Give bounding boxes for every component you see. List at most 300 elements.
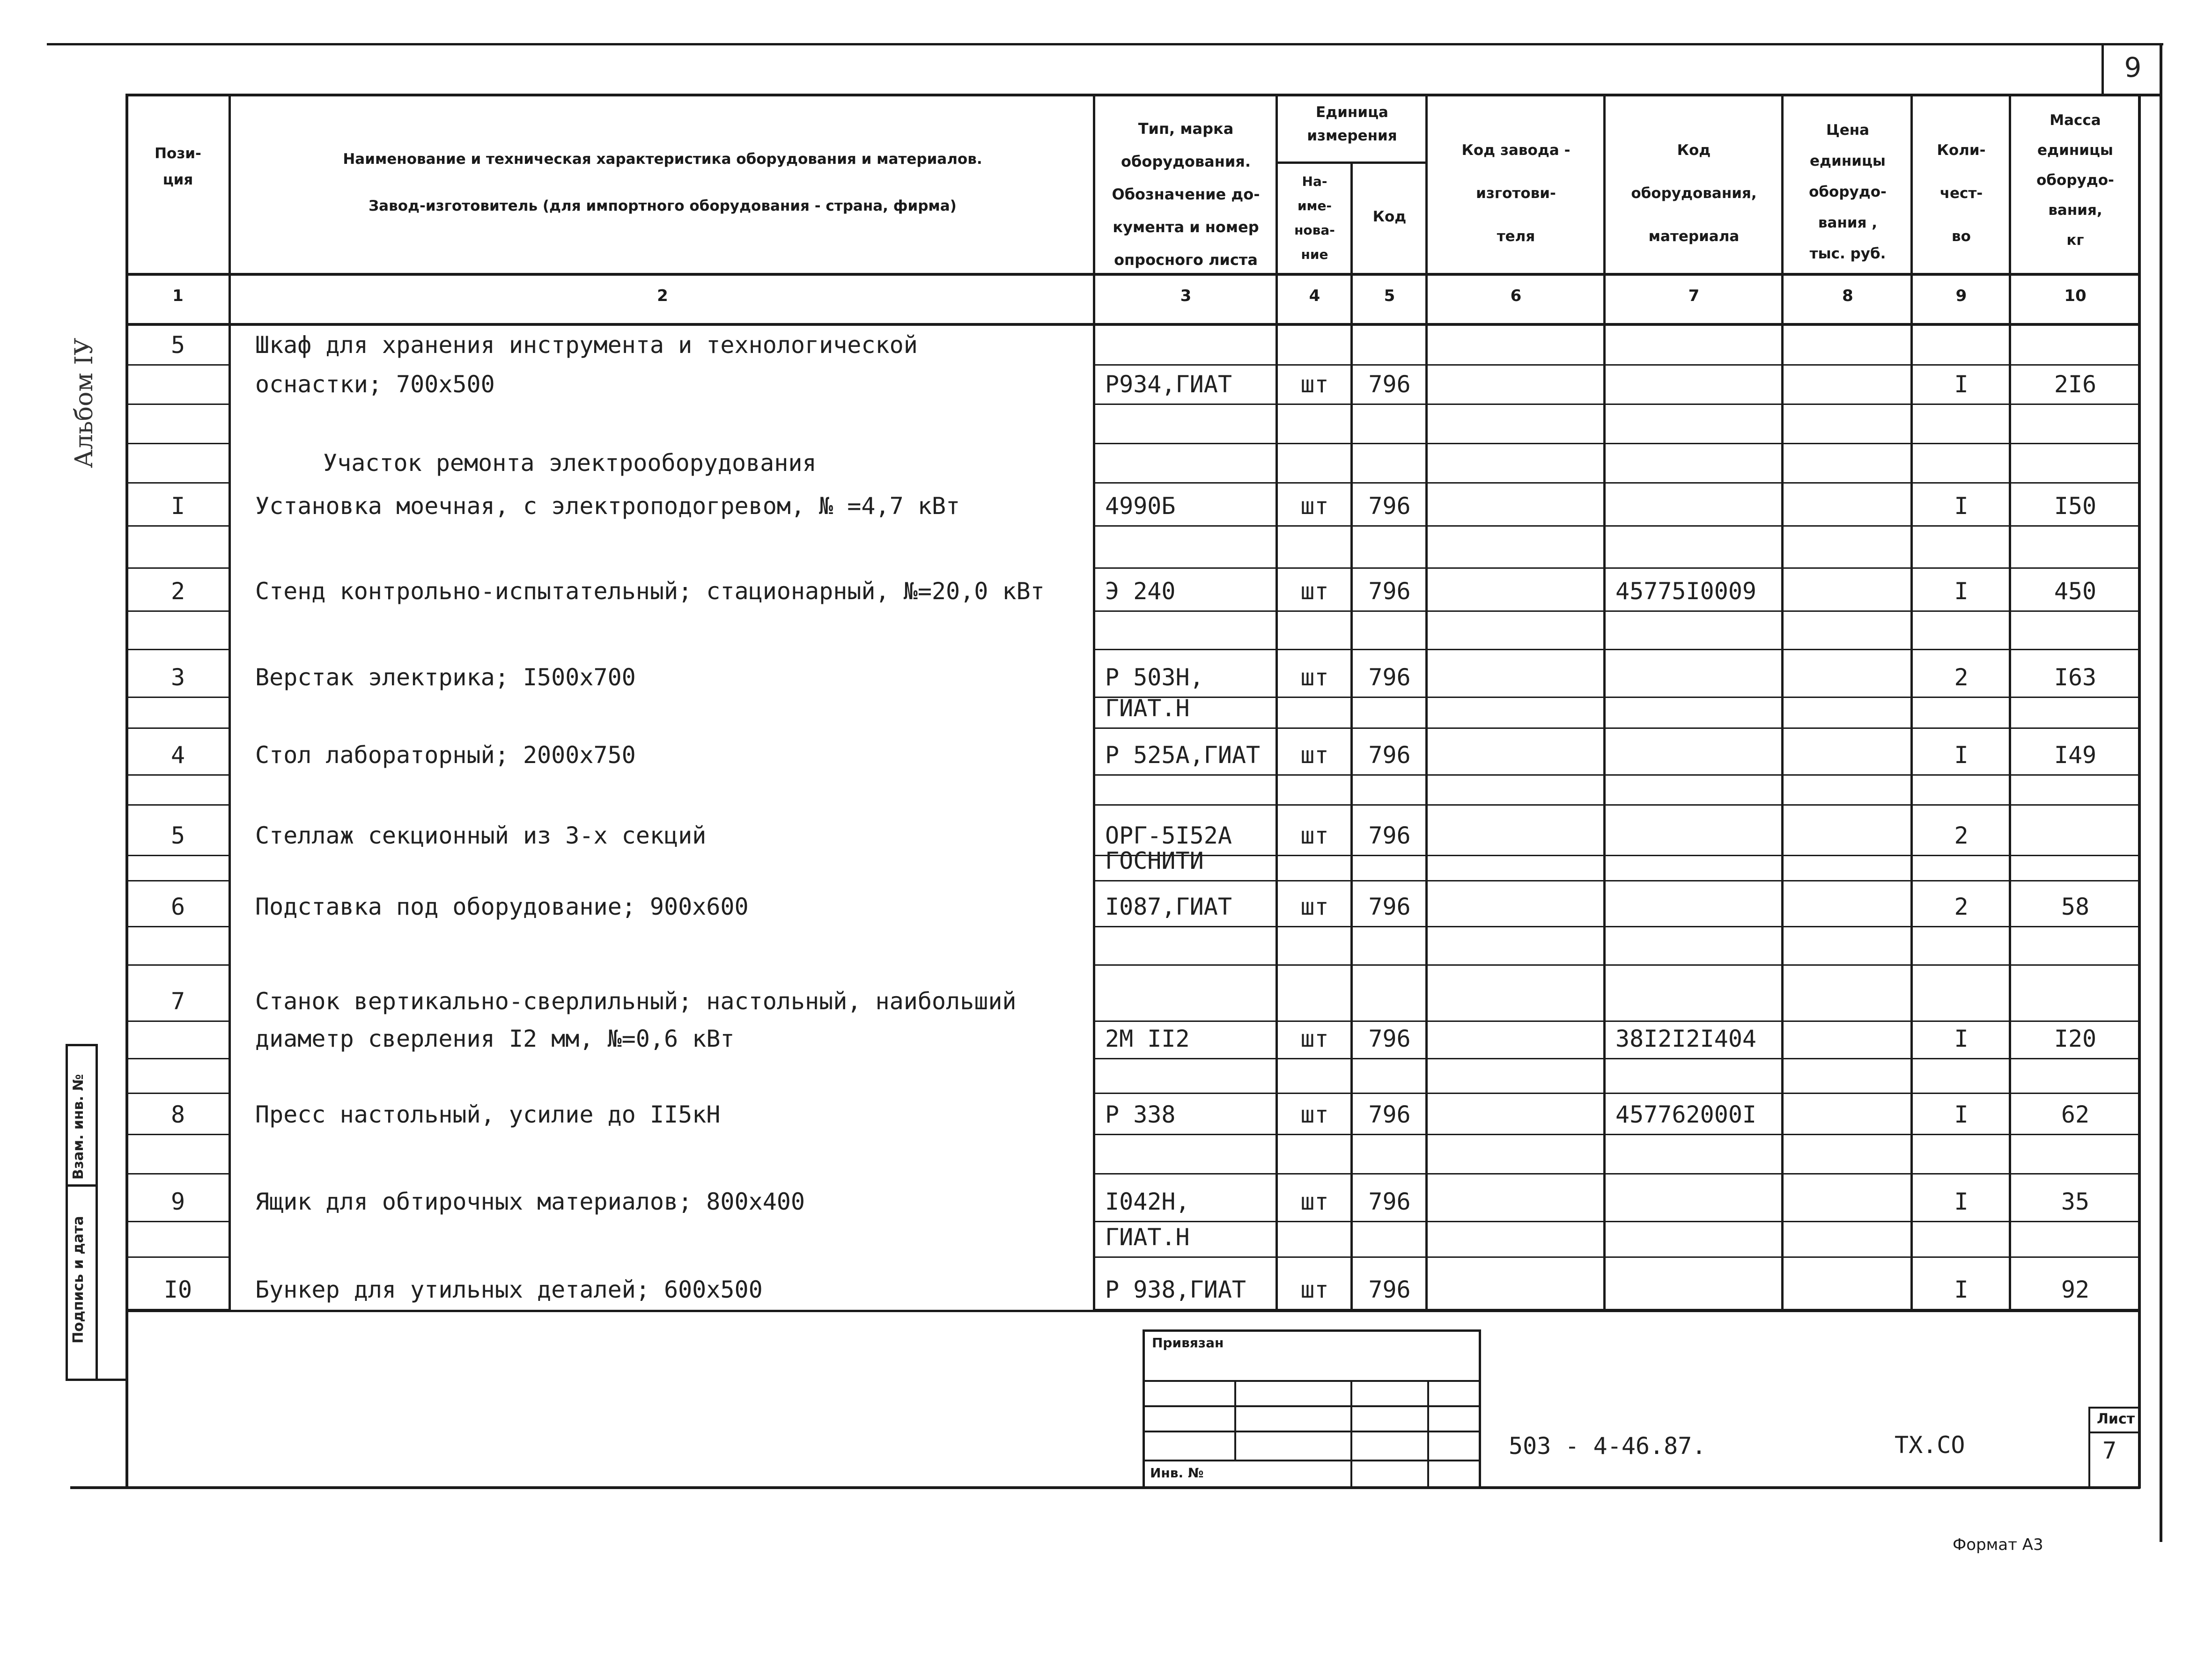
row-line (1425, 364, 1606, 366)
cell-qty: I (1954, 741, 1969, 769)
cell-code: 796 (1368, 822, 1411, 849)
row-line (1093, 1309, 1278, 1310)
row-line (126, 804, 229, 806)
colnum-7: 7 (1688, 286, 1700, 305)
row-line (1603, 525, 1784, 527)
row-line (1910, 1256, 2011, 1258)
signature-date-label: Подпись и дата (70, 1216, 87, 1343)
row-line (1276, 610, 1353, 612)
row-line (1350, 1221, 1428, 1222)
header-col4: На- име- нова- ние (1294, 174, 1335, 262)
row-line (1350, 804, 1428, 806)
sheet-box-left (2088, 1407, 2090, 1487)
table-left-line (125, 94, 128, 1489)
row-line (1910, 443, 2011, 444)
row-line (1093, 443, 1278, 444)
cell-type: Р 503Н, (1105, 664, 1204, 691)
row-line (1781, 364, 1913, 366)
col-divider-5 (1425, 94, 1428, 1311)
row-line (1781, 774, 1913, 776)
row-line (1425, 1309, 1606, 1310)
row-line (1425, 1093, 1606, 1094)
row-line (1350, 525, 1428, 527)
cell-type: Р934,ГИАТ (1105, 371, 1232, 398)
row-line (126, 482, 229, 484)
row-line (1603, 1173, 1784, 1175)
row-line (1603, 1309, 1784, 1310)
page-number-box-left (2101, 44, 2104, 95)
row-line (1350, 1058, 1428, 1059)
row-line (1603, 649, 1784, 650)
row-line (1603, 482, 1784, 484)
cell-qty: 2 (1954, 664, 1969, 691)
row-line (1425, 443, 1606, 444)
sheet-number: 7 (2102, 1437, 2117, 1464)
row-line (1093, 1093, 1278, 1094)
cell-pos: 7 (170, 988, 185, 1015)
cell-name: Участок ремонта электрооборудования (323, 449, 817, 477)
row-line (1603, 1058, 1784, 1059)
cell-name: Бункер для утильных деталей; 600х500 (255, 1276, 763, 1303)
row-line (1781, 1020, 1913, 1022)
row-line (2009, 880, 2140, 881)
cell-pos: 3 (170, 664, 185, 691)
cell-unit: шт (1300, 1276, 1329, 1303)
row-line (2009, 1221, 2140, 1222)
colnum-8: 8 (1842, 286, 1853, 305)
row-line (1425, 774, 1606, 776)
row-line (2009, 1058, 2140, 1059)
tb-line-2 (1143, 1405, 1480, 1407)
row-line (1781, 880, 1913, 881)
row-line (1781, 727, 1913, 729)
cell-mass: 2I6 (2054, 371, 2097, 398)
row-line (1781, 964, 1913, 966)
row-line (1603, 727, 1784, 729)
row-line (126, 855, 229, 856)
row-line (126, 1309, 229, 1310)
cell-type: Э 240 (1105, 578, 1176, 605)
side-stamp-divider (66, 1184, 97, 1187)
col-divider-4 (1350, 163, 1353, 1311)
colnum-9: 9 (1955, 286, 1967, 305)
colnum-6: 6 (1510, 286, 1522, 305)
row-line (2009, 649, 2140, 650)
row-line (1910, 649, 2011, 650)
row-line (1276, 482, 1353, 484)
row-line (1425, 649, 1606, 650)
row-line (1910, 610, 2011, 612)
row-line (1603, 443, 1784, 444)
cell-qty: I (1954, 1276, 1969, 1303)
row-line (1093, 404, 1278, 405)
colnum-5: 5 (1384, 286, 1395, 305)
header-col2: Наименование и техническая характеристика оборудования и материалов. Завод-изготовитель (для импортного оборудования - страна, фирма) (343, 151, 982, 214)
colnum-3: 3 (1180, 286, 1192, 305)
row-line (1603, 774, 1784, 776)
cell-pos: I (170, 492, 185, 520)
colnum-10: 10 (2064, 286, 2087, 305)
cell-name: Стол лабораторный; 2000х750 (255, 741, 636, 769)
row-line (1093, 1221, 1278, 1222)
row-line (1425, 1020, 1606, 1022)
row-line (126, 1020, 229, 1022)
cell-type: I042Н, (1105, 1188, 1190, 1215)
row-line (1350, 1173, 1428, 1175)
row-line (1093, 525, 1278, 527)
cell-name: Верстак электрика; I500х700 (255, 664, 636, 691)
cell-type: Р 338 (1105, 1101, 1176, 1128)
tb-v1 (1234, 1380, 1236, 1461)
row-line (2009, 1256, 2140, 1258)
row-line (126, 964, 229, 966)
row-line (1276, 964, 1353, 966)
side-stamp-mid-line (96, 1044, 98, 1381)
row-line (1350, 443, 1428, 444)
row-line (1276, 1221, 1353, 1222)
cell-pos: 8 (170, 1101, 185, 1128)
row-line (2009, 855, 2140, 856)
tb-line-1 (1143, 1380, 1480, 1382)
cell-name: Станок вертикально-сверлильный; настольный, наибольший (255, 988, 1017, 1015)
row-line (1603, 404, 1784, 405)
row-line (1910, 804, 2011, 806)
col-divider-3 (1276, 94, 1278, 1311)
row-line (1276, 804, 1353, 806)
row-line (2009, 697, 2140, 698)
cell-mass: 62 (2061, 1101, 2090, 1128)
tb-v2 (1350, 1380, 1352, 1488)
row-line (1276, 1173, 1353, 1175)
row-line (1093, 482, 1278, 484)
row-line (2009, 525, 2140, 527)
row-line (1425, 525, 1606, 527)
row-line (126, 697, 229, 698)
col-divider-8 (1910, 94, 1913, 1311)
row-line (1910, 1093, 2011, 1094)
row-line (1910, 1221, 2011, 1222)
row-line (126, 567, 229, 569)
row-line (1910, 404, 2011, 405)
row-line (1350, 1256, 1428, 1258)
cell-equip: 457762000I (1615, 1101, 1757, 1128)
row-line (1425, 855, 1606, 856)
row-line (1781, 482, 1913, 484)
row-line (2009, 1173, 2140, 1175)
replace-inv-label: Взам. инв. № (70, 1074, 87, 1180)
row-line (126, 1221, 229, 1222)
cell-unit: шт (1300, 822, 1329, 849)
row-line (1781, 610, 1913, 612)
row-line (1350, 727, 1428, 729)
row-line (2009, 443, 2140, 444)
cell-qty: 2 (1954, 822, 1969, 849)
row-line (126, 1134, 229, 1135)
cell-unit: шт (1300, 492, 1329, 520)
cell-type: I087,ГИАТ (1105, 893, 1232, 920)
cell-mass: 450 (2054, 578, 2097, 605)
header-unit-group: Единица измерения (1307, 104, 1397, 144)
row-line (1603, 1256, 1784, 1258)
row-line (1093, 804, 1278, 806)
cell-type: 4990Б (1105, 492, 1176, 520)
row-line (1425, 404, 1606, 405)
row-line (1910, 1020, 2011, 1022)
row-line (1425, 1256, 1606, 1258)
cell-name: Стенд контрольно-испытательный; стационарный, №=20,0 кВт (255, 578, 1045, 605)
row-line (1276, 443, 1353, 444)
row-line (1425, 1173, 1606, 1175)
cell-code: 796 (1368, 893, 1411, 920)
header-col3: Тип, марка оборудования. Обозначение до- кумента и номер опросного листа (1112, 120, 1260, 269)
doc-code: 503 - 4-46.87. (1509, 1432, 1706, 1460)
row-line (1276, 1256, 1353, 1258)
row-line (1276, 697, 1353, 698)
tb-right (1479, 1329, 1481, 1488)
row-line (1093, 1058, 1278, 1059)
cell-pos: 4 (170, 741, 185, 769)
row-line (2009, 1134, 2140, 1135)
cell-name: Ящик для обтирочных материалов; 800х400 (255, 1188, 805, 1215)
row-line (1910, 880, 2011, 881)
row-line (1425, 1058, 1606, 1059)
row-line (1910, 567, 2011, 569)
row-line (1910, 482, 2011, 484)
cell-type: Р 938,ГИАТ (1105, 1276, 1246, 1303)
col-divider-1 (229, 94, 231, 1311)
row-line (1781, 1256, 1913, 1258)
row-line (1093, 880, 1278, 881)
sheet-box-mid (2088, 1431, 2140, 1433)
cell-unit: шт (1300, 741, 1329, 769)
cell-name: Установка моечная, с электроподогревом, № =4,7 кВт (255, 492, 960, 520)
row-line (1350, 926, 1428, 927)
row-line (1781, 804, 1913, 806)
row-line (1276, 1309, 1353, 1310)
row-line (1093, 610, 1278, 612)
header-col8: Цена единицы оборудо- вания , тыс. руб. (1809, 122, 1887, 262)
cell-mass: I20 (2054, 1025, 2097, 1052)
header-col10: Масса единицы оборудо- вания, кг (2036, 112, 2114, 249)
row-line (1350, 855, 1428, 856)
row-line (1425, 482, 1606, 484)
tb-v3 (1427, 1380, 1429, 1488)
header-col1: Пози- ция (155, 145, 201, 188)
row-line (1276, 727, 1353, 729)
row-line (1781, 1093, 1913, 1094)
row-line (1603, 1134, 1784, 1135)
row-line (1276, 649, 1353, 650)
row-line (1603, 926, 1784, 927)
row-line (1276, 774, 1353, 776)
row-line (1425, 880, 1606, 881)
row-line (1276, 1134, 1353, 1135)
row-line (1093, 567, 1278, 569)
row-line (1093, 649, 1278, 650)
row-line (1093, 364, 1278, 366)
row-line (1276, 926, 1353, 927)
row-line (1425, 727, 1606, 729)
row-line (1910, 1309, 2011, 1310)
row-line (1350, 567, 1428, 569)
row-line (1093, 926, 1278, 927)
row-line (1781, 1058, 1913, 1059)
row-line (1910, 774, 2011, 776)
row-line (1910, 1173, 2011, 1175)
cell-name: Подставка под оборудование; 900х600 (255, 893, 749, 920)
row-line (126, 364, 229, 366)
row-line (1425, 610, 1606, 612)
row-line (1350, 1020, 1428, 1022)
row-line (2009, 727, 2140, 729)
cell-pos: 9 (170, 1188, 185, 1215)
row-line (1276, 567, 1353, 569)
cell-code: 796 (1368, 664, 1411, 691)
cell-code: 796 (1368, 371, 1411, 398)
cell-type: 2М II2 (1105, 1025, 1190, 1052)
cell-type: ГОСНИТИ (1105, 847, 1204, 874)
cell-name: оснастки; 700х500 (255, 371, 495, 398)
row-line (126, 1256, 229, 1258)
col-divider-7 (1781, 94, 1784, 1311)
cell-pos: 2 (170, 578, 185, 605)
row-line (1910, 1134, 2011, 1135)
row-line (1350, 697, 1428, 698)
row-line (1350, 404, 1428, 405)
col-divider-6 (1603, 94, 1606, 1311)
row-line (126, 727, 229, 729)
row-line (1276, 525, 1353, 527)
row-line (126, 649, 229, 650)
cell-qty: I (1954, 1025, 1969, 1052)
row-line (126, 1173, 229, 1175)
row-line (1781, 1221, 1913, 1222)
row-line (1350, 1093, 1428, 1094)
side-stamp-top (66, 1044, 97, 1046)
cell-type: ГИАТ.Н (1105, 1224, 1190, 1251)
row-line (1603, 1221, 1784, 1222)
row-line (126, 525, 229, 527)
cell-equip: 45775I0009 (1615, 578, 1757, 605)
sheet-box-top (2088, 1407, 2140, 1409)
page-number: 9 (2124, 51, 2142, 83)
cell-qty: I (1954, 1188, 1969, 1215)
row-line (1093, 774, 1278, 776)
row-line (2009, 404, 2140, 405)
album-label: Альбом IУ (70, 338, 98, 468)
cell-unit: шт (1300, 893, 1329, 920)
row-line (1093, 1020, 1278, 1022)
row-line (1781, 1134, 1913, 1135)
row-line (2009, 567, 2140, 569)
row-line (1781, 404, 1913, 405)
cell-unit: шт (1300, 1101, 1329, 1128)
row-line (1781, 855, 1913, 856)
header-col5: Код (1372, 208, 1407, 225)
right-border-line (2160, 44, 2162, 1542)
row-line (1350, 774, 1428, 776)
header-col7: Код оборудования, материала (1631, 142, 1757, 245)
row-line (2009, 1309, 2140, 1310)
cell-qty: I (1954, 371, 1969, 398)
row-line (1910, 525, 2011, 527)
row-line (1350, 364, 1428, 366)
tb-line-3 (1143, 1431, 1480, 1432)
row-line (126, 880, 229, 881)
bound-label: Привязан (1152, 1335, 1224, 1351)
row-line (1276, 1058, 1353, 1059)
cell-type: ГИАТ.Н (1105, 695, 1190, 722)
row-line (1093, 1256, 1278, 1258)
header-col9: Коли- чест- во (1937, 142, 1986, 245)
row-line (2009, 774, 2140, 776)
row-line (126, 404, 229, 405)
row-line (1603, 610, 1784, 612)
side-stamp-divider-2 (66, 1379, 126, 1381)
cell-type: Р 525А,ГИАТ (1105, 741, 1261, 769)
cell-name: Пресс настольный, усилие до II5кН (255, 1101, 721, 1128)
cell-mass: 58 (2061, 893, 2090, 920)
cell-pos: 6 (170, 893, 185, 920)
table-top-line (126, 94, 2161, 96)
cell-mass: I49 (2054, 741, 2097, 769)
row-line (1276, 364, 1353, 366)
cell-code: 796 (1368, 741, 1411, 769)
col-divider-2 (1093, 94, 1095, 1311)
row-line (1603, 964, 1784, 966)
row-line (1276, 404, 1353, 405)
row-line (1781, 697, 1913, 698)
row-line (1910, 855, 2011, 856)
row-line (126, 443, 229, 444)
cell-unit: шт (1300, 1188, 1329, 1215)
row-line (1425, 964, 1606, 966)
row-line (1603, 855, 1784, 856)
unit-subheader-line (1276, 161, 1426, 164)
row-line (2009, 364, 2140, 366)
row-line (1910, 926, 2011, 927)
cell-code: 796 (1368, 578, 1411, 605)
cell-name: Шкаф для хранения инструмента и технологической (255, 331, 918, 359)
row-line (1603, 364, 1784, 366)
row-line (1425, 1134, 1606, 1135)
side-stamp-left-line (66, 1044, 68, 1381)
cell-type: ОРГ-5I52А (1105, 822, 1232, 849)
row-line (126, 610, 229, 612)
row-line (2009, 964, 2140, 966)
row-line (2009, 804, 2140, 806)
sheet-label: Лист (2097, 1411, 2135, 1427)
row-line (1603, 1020, 1784, 1022)
page-bottom-line (70, 1486, 2140, 1489)
row-line (2009, 926, 2140, 927)
row-line (1781, 649, 1913, 650)
row-line (126, 926, 229, 927)
row-line (1093, 1173, 1278, 1175)
cell-pos: I0 (163, 1276, 192, 1303)
row-line (1910, 727, 2011, 729)
inv-no-label: Инв. № (1150, 1465, 1204, 1481)
cell-unit: шт (1300, 664, 1329, 691)
row-line (1276, 1093, 1353, 1094)
row-line (126, 1093, 229, 1094)
row-line (1910, 1058, 2011, 1059)
cell-mass: I63 (2054, 664, 2097, 691)
row-line (1350, 610, 1428, 612)
row-line (1781, 1309, 1913, 1310)
row-line (1350, 1134, 1428, 1135)
row-line (1603, 1093, 1784, 1094)
